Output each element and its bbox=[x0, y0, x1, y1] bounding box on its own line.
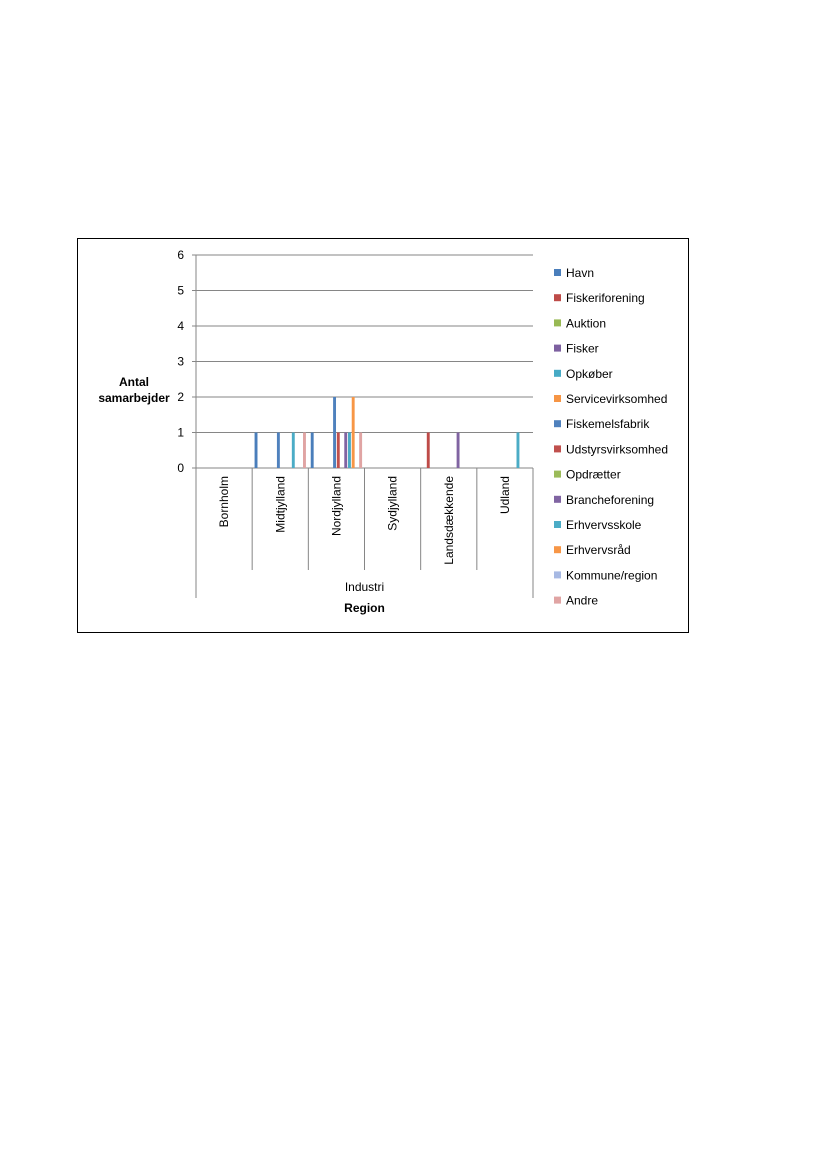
y-tick-label: 0 bbox=[177, 461, 184, 475]
category-label: Nordjylland bbox=[329, 476, 344, 537]
bar bbox=[292, 433, 295, 469]
bar bbox=[427, 433, 430, 469]
legend-swatch bbox=[554, 571, 561, 578]
y-tick-label: 4 bbox=[177, 319, 184, 333]
legend-entry: Udstyrsvirksomhed bbox=[566, 442, 669, 457]
bar bbox=[457, 433, 460, 469]
legend-swatch bbox=[554, 471, 561, 478]
legend-swatch bbox=[554, 345, 561, 352]
bar bbox=[333, 397, 336, 468]
legend-entry: Opdrætter bbox=[566, 467, 621, 482]
bar bbox=[517, 433, 520, 469]
bar bbox=[348, 433, 351, 469]
legend-swatch bbox=[554, 395, 561, 402]
x-axis-title: Region bbox=[344, 601, 385, 615]
legend-swatch bbox=[554, 445, 561, 452]
legend-entry: Kommune/region bbox=[566, 568, 658, 583]
legend-swatch bbox=[554, 496, 561, 503]
legend-entry: Opkøber bbox=[566, 366, 613, 381]
bar bbox=[255, 433, 258, 469]
y-tick-label: 6 bbox=[177, 248, 184, 262]
legend-entry: Servicevirksomhed bbox=[566, 392, 668, 406]
legend-swatch bbox=[554, 294, 561, 301]
category-label: Midtjylland bbox=[273, 476, 288, 533]
legend-entry: Brancheforening bbox=[566, 492, 655, 507]
category-label: Udland bbox=[497, 476, 512, 515]
legend-entry: Erhvervsskole bbox=[566, 518, 642, 532]
category-label: Bornholm bbox=[217, 476, 232, 528]
y-tick-label: 3 bbox=[177, 354, 184, 369]
bar-chart bbox=[78, 239, 690, 634]
legend-swatch bbox=[554, 521, 561, 528]
bar bbox=[352, 397, 355, 468]
legend-swatch bbox=[554, 546, 561, 553]
bar bbox=[303, 433, 306, 469]
bar bbox=[359, 433, 362, 469]
y-tick-label: 2 bbox=[177, 390, 184, 404]
legend-entry: Erhvervsråd bbox=[566, 543, 631, 558]
bar bbox=[337, 433, 340, 469]
x-group-label: Industri bbox=[344, 580, 385, 594]
legend-swatch bbox=[554, 370, 561, 377]
legend-entry: Andre bbox=[566, 593, 599, 608]
bar bbox=[311, 433, 314, 469]
legend-entry: Auktion bbox=[566, 316, 607, 331]
bar bbox=[277, 433, 280, 469]
y-tick-label: 5 bbox=[177, 283, 184, 298]
legend-swatch bbox=[554, 319, 561, 326]
legend-swatch bbox=[554, 269, 561, 276]
bar bbox=[344, 433, 347, 469]
y-tick-label: 1 bbox=[177, 425, 184, 440]
legend-entry: Fiskeriforening bbox=[566, 291, 645, 306]
legend-swatch bbox=[554, 420, 561, 427]
legend-entry: Havn bbox=[566, 266, 595, 280]
legend-entry: Fiskemelsfabrik bbox=[566, 417, 650, 432]
category-label: Landsdækkende bbox=[441, 476, 456, 565]
category-label: Sydjylland bbox=[385, 476, 400, 531]
legend-entry: Fisker bbox=[566, 341, 599, 356]
chart-frame bbox=[77, 238, 689, 633]
y-axis-title: Antal samarbejder bbox=[98, 375, 170, 405]
legend-swatch bbox=[554, 597, 561, 604]
